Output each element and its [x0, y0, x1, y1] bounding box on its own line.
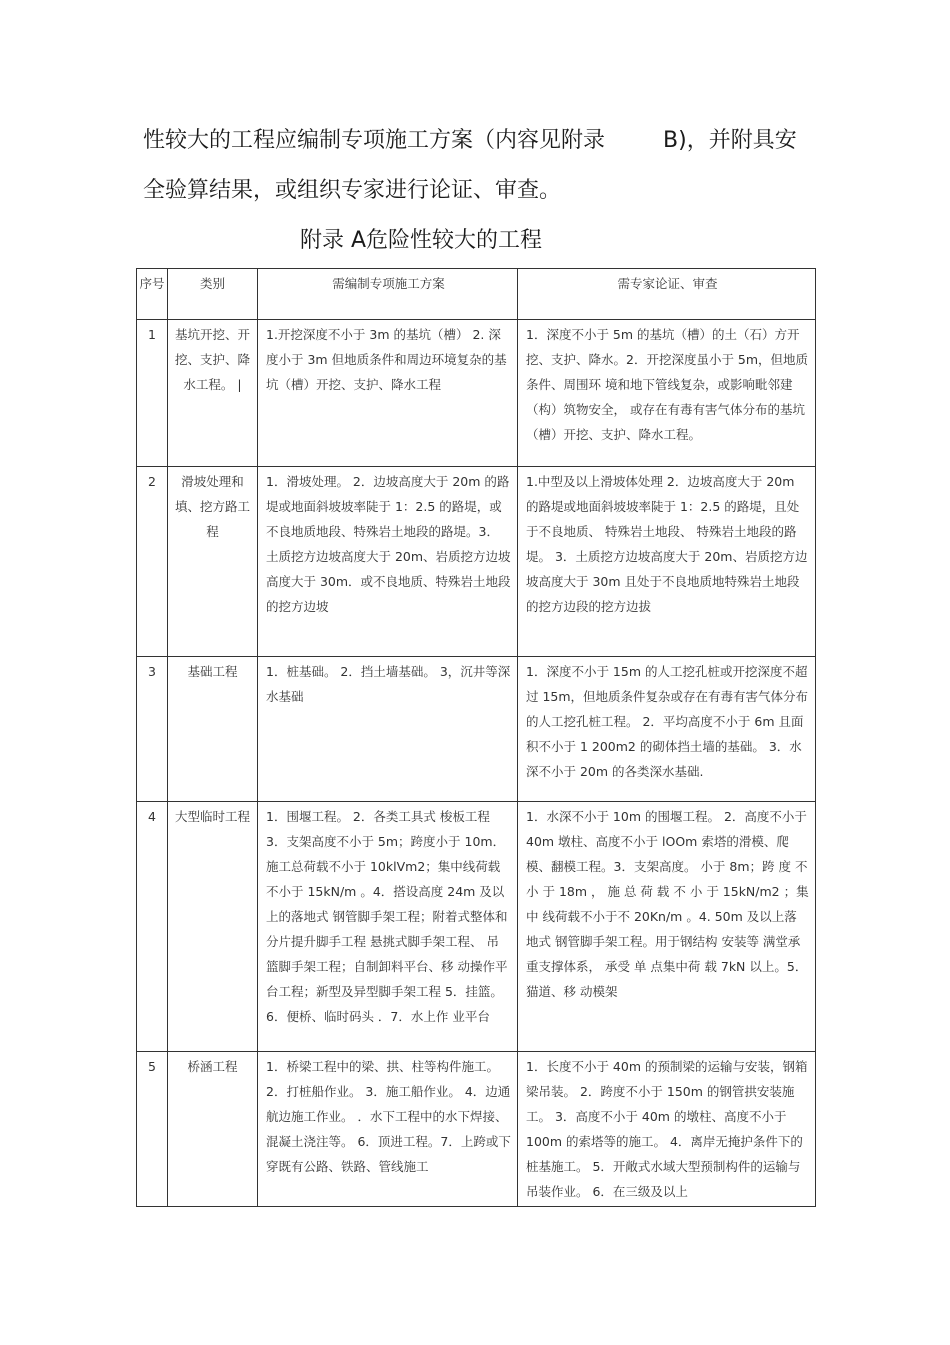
table-row — [137, 467, 816, 657]
row-expert: 1．水深不小于 10m 的围堰工程。 2．高度不小于 40m 墩柱、高度不小于 lOOm 索塔的滑模、爬模、翻模工程。3．支架高度。 小于 8m；跨 度 不 小 于 18m ， 施 总 荷 载 不 小 于 15kN/m2 ；集中 线荷载不小于不 20Kn/m 。4. 50m 及以上落地式 钢管脚手架工程。用于钢结构 安装等 满堂承重支撑体系， 承受 单 点集中荷 载 7kN 以上。5．猫道、移 动模架 — [518, 802, 816, 1052]
row-no: 3 — [137, 657, 168, 802]
intro-line-1 — [143, 126, 823, 156]
table-row — [137, 802, 816, 1052]
row-no: 1 — [137, 320, 168, 467]
table-row — [137, 320, 816, 467]
row-expert: 1．长度不小于 40m 的预制梁的运输与安装，钢箱梁吊装。 2．跨度不小于 150m 的钢管拱安装施工。 3．高度不小于 40m 的墩柱、高度不小于 100m 的索塔等的施工。 4．离岸无掩护条件下的桩基施工。 5．开敞式水域大型预制构件的运输与吊装作业。 6．在三级及以上 — [518, 1052, 816, 1207]
intro-line-2: 全验算结果，或组织专家进行论证、审查。 — [143, 178, 562, 203]
row-no: 4 — [137, 802, 168, 1052]
row-plan: 1．滑坡处理。 2．边坡高度大于 20m 的路堤或地面斜坡坡率陡于 1：2.5 的路堤，或不良地质地段、特殊岩土地段的路堤。3．土质挖方边坡高度大于 20m、岩质挖方边坡高度大于 30m．或不良地质、特殊岩土地段的挖方边坡 — [258, 467, 518, 657]
header-no: 序号 — [137, 269, 168, 320]
intro-line-1-part-a: 性较大的工程应编制专项施工方案（内容见附录 — [143, 128, 606, 153]
row-plan: 1．桩基础。 2．挡土墙基础。 3，沉井等深水基础 — [258, 657, 518, 802]
row-no: 2 — [137, 467, 168, 657]
header-expert: 需专家论证、审查 — [518, 269, 816, 320]
table-row — [137, 1052, 816, 1207]
row-category: 桥涵工程 — [168, 1052, 258, 1207]
hazard-table — [136, 268, 816, 1207]
intro-line-1-part-b: B)，并附具安 — [663, 128, 797, 153]
row-expert: 1．深度不小于 5m 的基坑（槽）的土（石）方开挖、支护、降水。2．开挖深度虽小于 5m，但地质条件、周围环 境和地下管线复杂，或影响毗邻建 （构）筑物安全， 或存在有毒有害气体分布的基坑（槽）开挖、支护、降水工程。 — [518, 320, 816, 467]
header-category: 类别 — [168, 269, 258, 320]
appendix-title: 附录 A危险性较大的工程 — [300, 228, 543, 253]
row-category: 基坑开挖、开挖、支护、降水工程。 | — [168, 320, 258, 467]
row-plan: 1．桥梁工程中的梁、拱、柱等构件施工。2．打桩船作业。 3．施工船作业。 4．边通航边施工作业。 ．水下工程中的水下焊接、混凝土浇注等。 6．顶进工程。7．上跨或下穿既有公路、铁路、管线施工 — [258, 1052, 518, 1207]
header-plan: 需编制专项施工方案 — [258, 269, 518, 320]
row-category: 滑坡处理和填、挖方路工程 — [168, 467, 258, 657]
table-row — [137, 657, 816, 802]
row-plan: 1．围堰工程。 2．各类工具式 梭板工程 3．支架高度不小于 5m；跨度小于 10m．施工总荷载不小于 10klVm2；集中线荷载不小于 15kN/m 。4．搭设高度 24m 及以上的落地式 钢管脚手架工程；附着式整体和分片提升脚手工程 悬挑式脚手架工程、 吊篮脚手架工程；自制卸料平台、移 动操作平台工程；新型及异型脚手架工程 5．挂篮。6．便桥、临时码头 ．7．水上作 业平台 — [258, 802, 518, 1052]
row-category: 基础工程 — [168, 657, 258, 802]
row-expert: 1.中型及以上滑坡体处理 2．边坡高度大于 20m 的路堤或地面斜坡坡率陡于 1：2.5 的路堤，且处于不良地质、 特殊岩土地段、 特殊岩土地段的路堤。 3．土质挖方边坡高度大于 20m、岩质挖方边 坡高度大于 30m 且处于不良地质地特殊岩土地段的挖方边段的挖方边拔 — [518, 467, 816, 657]
row-plan: 1.开挖深度不小于 3m 的基坑（槽） 2. 深度小于 3m 但地质条件和周边环境复杂的基坑（槽）开挖、支护、降水工程 — [258, 320, 518, 467]
row-category: 大型临时工程 — [168, 802, 258, 1052]
table-header-row — [137, 269, 816, 320]
row-expert: 1．深度不小于 15m 的人工挖孔桩或开挖深度不超过 15m，但地质条件复杂或存在有毒有害气体分布的人工挖孔桩工程。 2．平均高度不小于 6m 且面积不小于 1 200m2 的砌体挡土墙的基础。 3．水深不小于 20m 的各类深水基础. — [518, 657, 816, 802]
row-no: 5 — [137, 1052, 168, 1207]
